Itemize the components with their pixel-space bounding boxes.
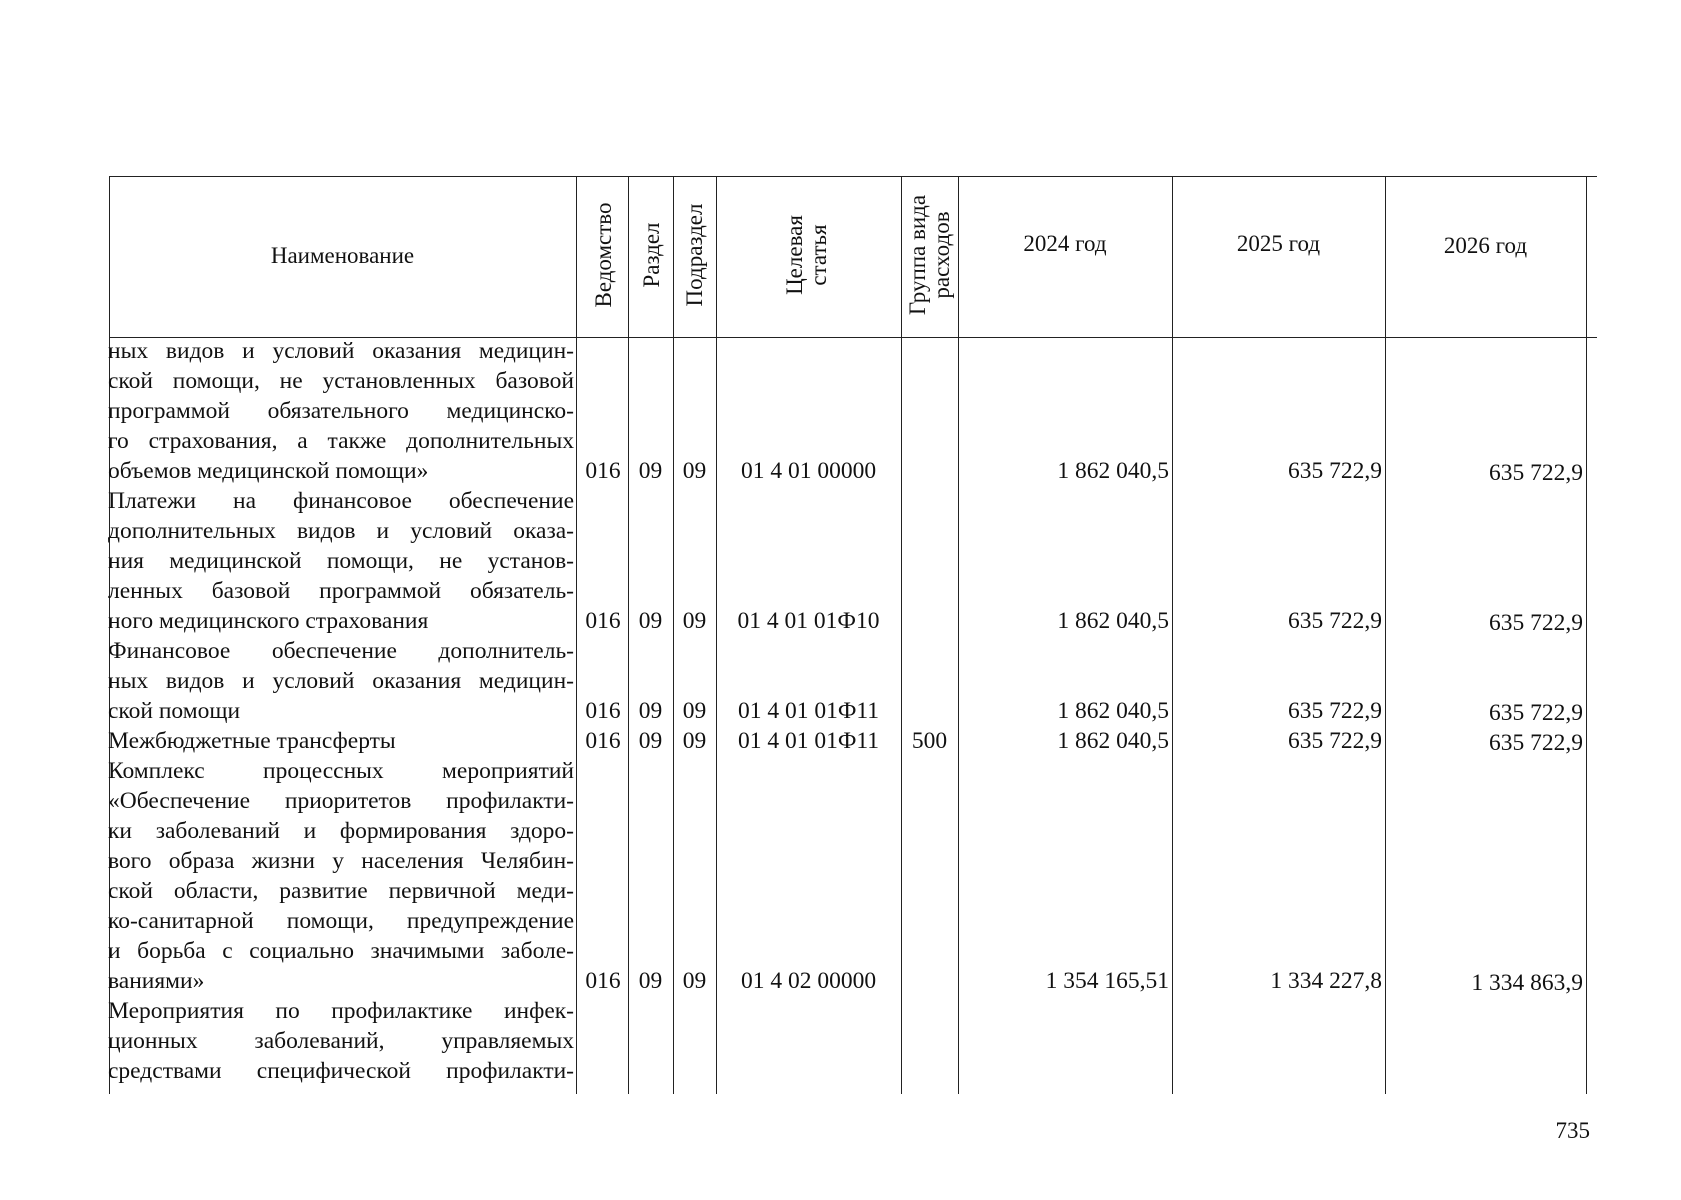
cell-2026: 1 334 863,9 bbox=[1471, 970, 1583, 996]
row-name-line: ционных заболеваний, управляемых bbox=[108, 1028, 574, 1054]
cell-2025: 635 722,9 bbox=[1288, 728, 1382, 754]
row-name-line: «Обеспечение приоритетов профилакти- bbox=[108, 788, 574, 814]
cell-expense-group bbox=[901, 696, 958, 726]
row-name-line: Финансовое обеспечение дополнитель- bbox=[108, 638, 574, 664]
cell-expense-group bbox=[901, 606, 958, 636]
cell-vedomstvo: 016 bbox=[585, 968, 621, 994]
page-number: 735 bbox=[1555, 1118, 1590, 1143]
header-group-line2: расходов bbox=[929, 211, 954, 299]
row-name-line: Межбюджетные трансферты bbox=[108, 728, 396, 754]
cell-2024: 1 862 040,5 bbox=[1057, 698, 1169, 724]
row-name-line: дополнительных видов и условий оказа- bbox=[108, 518, 574, 544]
header-expense-group bbox=[906, 195, 954, 315]
cell-vedomstvo: 016 bbox=[585, 608, 621, 634]
row-name-line: вого образа жизни у населения Челябин- bbox=[108, 848, 574, 874]
cell-vedomstvo: 016 bbox=[585, 728, 621, 754]
row-name-line: и борьба с социально значимыми заболе- bbox=[108, 938, 574, 964]
cell-2024: 1 862 040,5 bbox=[1057, 608, 1169, 634]
cell-razdel: 09 bbox=[638, 458, 663, 484]
header-target-line2: статья bbox=[806, 224, 831, 286]
cell-razdel: 09 bbox=[638, 728, 663, 754]
cell-razdel: 09 bbox=[638, 698, 663, 724]
cell-2026: 635 722,9 bbox=[1489, 700, 1583, 726]
cell-target-article: 01 4 02 00000 bbox=[740, 968, 877, 994]
cell-2024: 1 862 040,5 bbox=[1057, 728, 1169, 754]
row-name-line: объемов медицинской помощи» bbox=[108, 458, 429, 484]
row-name-line: Комплекс процессных мероприятий bbox=[108, 758, 574, 784]
header-2026: 2026 год bbox=[1443, 233, 1528, 258]
cell-2025: 635 722,9 bbox=[1288, 608, 1382, 634]
header-name: Наименование bbox=[270, 243, 415, 268]
cell-razdel: 09 bbox=[638, 968, 663, 994]
row-name-line: ской помощи, не установленных базовой bbox=[108, 368, 574, 394]
cell-podrazdel: 09 bbox=[682, 728, 707, 754]
row-name-line: ленных базовой программой обязатель- bbox=[108, 578, 574, 604]
cell-2025: 635 722,9 bbox=[1288, 458, 1382, 484]
row-name-line: ных видов и условий оказания медицин- bbox=[108, 338, 574, 364]
row-name-line: Мероприятия по профилактике инфек- bbox=[108, 998, 574, 1024]
cell-2026: 635 722,9 bbox=[1489, 460, 1583, 486]
row-name-line: Платежи на финансовое обеспечение bbox=[108, 488, 574, 514]
cell-2024: 1 862 040,5 bbox=[1057, 458, 1169, 484]
cell-expense-group bbox=[901, 966, 958, 996]
row-name-line: ния медицинской помощи, не установ- bbox=[108, 548, 574, 574]
cell-podrazdel: 09 bbox=[682, 698, 707, 724]
row-name-line: ской помощи bbox=[108, 698, 241, 724]
cell-2024: 1 354 165,51 bbox=[1045, 968, 1169, 994]
table-top-border bbox=[109, 176, 1597, 177]
cell-razdel: 09 bbox=[638, 608, 663, 634]
cell-target-article: 01 4 01 01Ф11 bbox=[737, 728, 880, 754]
cell-podrazdel: 09 bbox=[682, 608, 707, 634]
cell-vedomstvo: 016 bbox=[585, 458, 621, 484]
row-name-line: ской области, развитие первичной меди- bbox=[108, 878, 574, 904]
header-2024: 2024 год bbox=[1023, 231, 1107, 256]
header-target-article bbox=[783, 215, 831, 295]
row-name-line: программой обязательного медицинско- bbox=[108, 398, 574, 424]
header-podrazdel: Подраздел bbox=[681, 203, 707, 307]
row-name-line: ного медицинского страхования bbox=[108, 608, 429, 634]
header-razdel: Раздел bbox=[638, 222, 664, 288]
cell-2026: 635 722,9 bbox=[1489, 610, 1583, 636]
cell-target-article: 01 4 01 00000 bbox=[740, 458, 877, 484]
cell-target-article: 01 4 01 01Ф11 bbox=[737, 698, 880, 724]
cell-2025: 635 722,9 bbox=[1288, 698, 1382, 724]
col-border bbox=[576, 176, 577, 1094]
cell-podrazdel: 09 bbox=[682, 968, 707, 994]
row-name-line: ных видов и условий оказания медицин- bbox=[108, 668, 574, 694]
row-name-line: го страхования, а также дополнительных bbox=[108, 428, 574, 454]
row-name-line: ко-санитарной помощи, предупреждение bbox=[108, 908, 574, 934]
header-2025: 2025 год bbox=[1236, 231, 1321, 256]
header-group-line1: Группа вида bbox=[904, 194, 930, 316]
col-border bbox=[1586, 176, 1587, 1094]
cell-podrazdel: 09 bbox=[682, 458, 707, 484]
cell-vedomstvo: 016 bbox=[585, 698, 621, 724]
cell-2025: 1 334 227,8 bbox=[1270, 968, 1382, 994]
header-vedomstvo: Ведомство bbox=[590, 202, 616, 308]
row-name-line: ки заболеваний и формирования здоро- bbox=[108, 818, 574, 844]
cell-expense-group: 500 bbox=[911, 728, 948, 754]
row-name-line: ваниями» bbox=[108, 968, 205, 994]
header-target-line1: Целевая bbox=[781, 215, 807, 295]
row-name-line: средствами специфической профилакти- bbox=[108, 1058, 574, 1084]
cell-expense-group bbox=[901, 456, 958, 486]
cell-2026: 635 722,9 bbox=[1489, 730, 1583, 756]
cell-target-article: 01 4 01 01Ф10 bbox=[737, 608, 880, 634]
